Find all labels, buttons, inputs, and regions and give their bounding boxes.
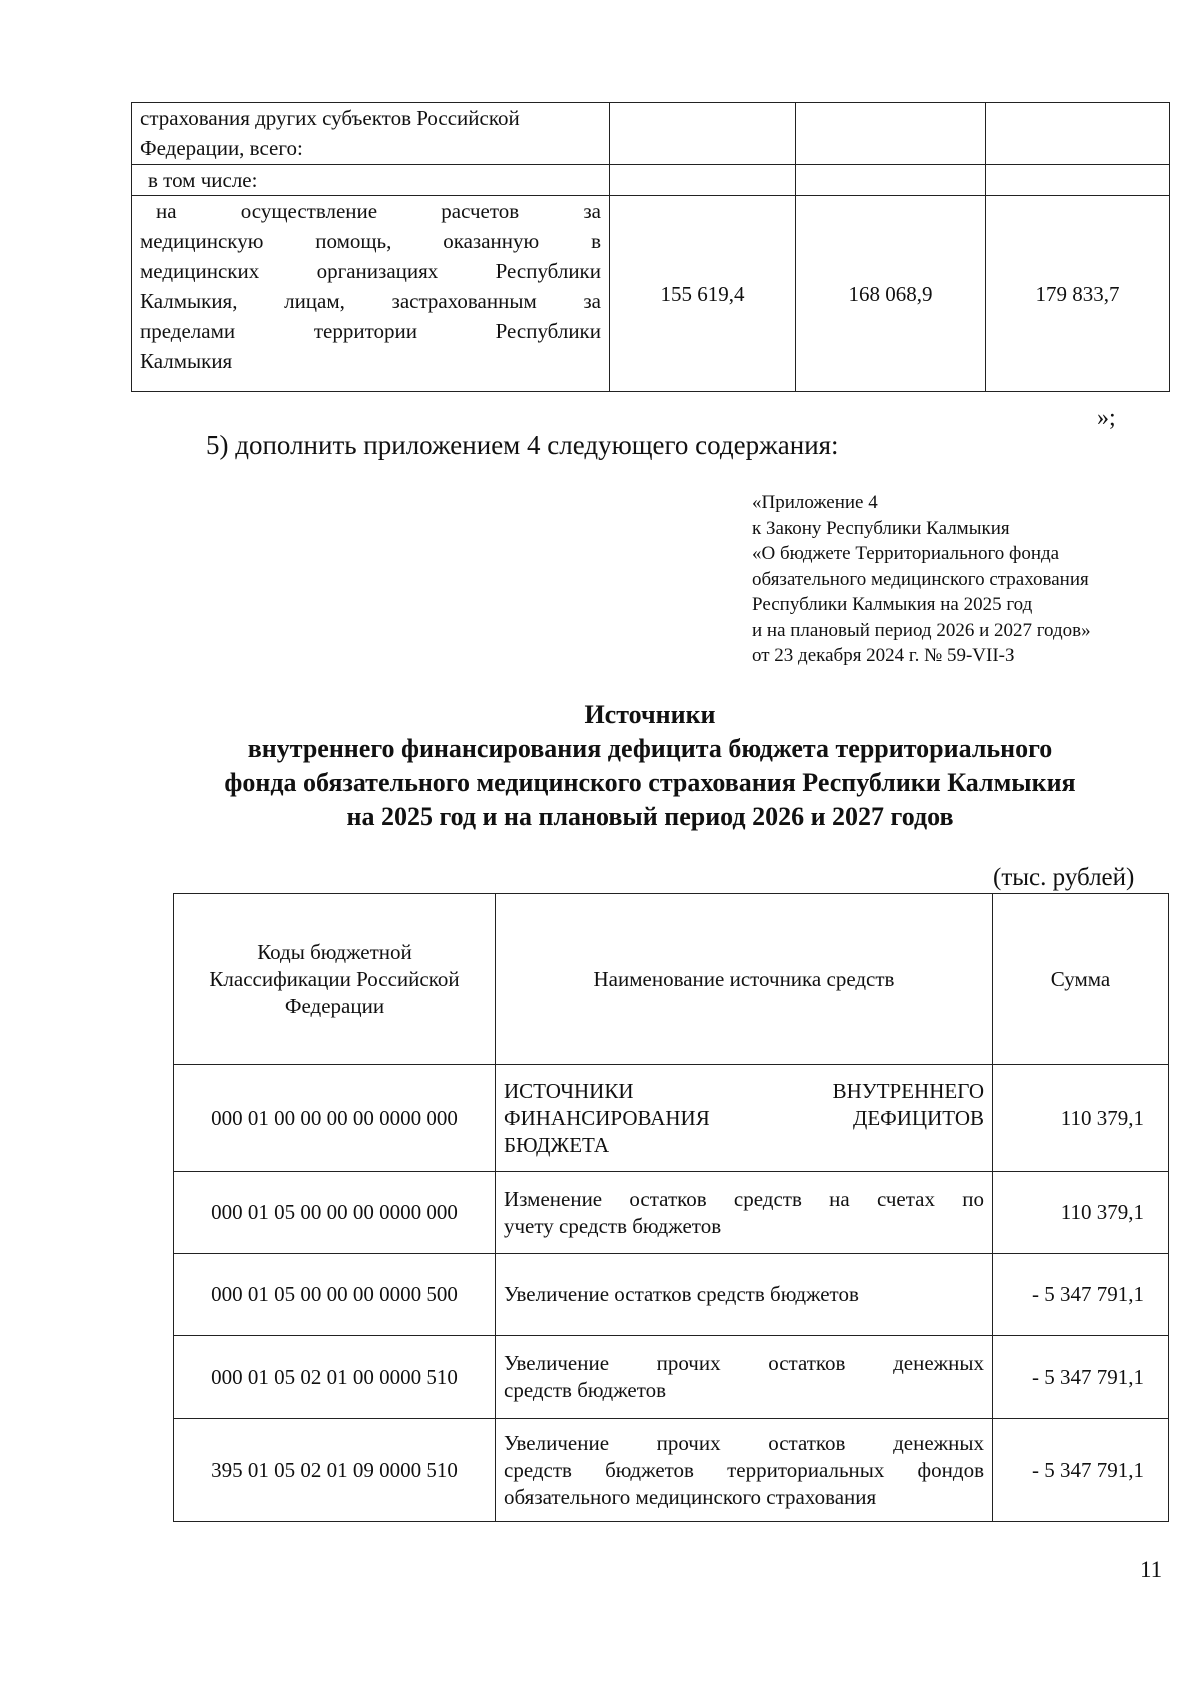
text-line: на осуществление расчетов за (156, 199, 601, 223)
amendment-paragraph: 5) дополнить приложением 4 следующего содержания: (206, 430, 839, 460)
name-line: обязательного медицинского страхования (504, 1484, 877, 1509)
name-line: БЮДЖЕТА (504, 1132, 609, 1157)
amount: 110 379,1 (993, 1172, 1169, 1254)
amount: - 5 347 791,1 (993, 1254, 1169, 1336)
appendix-line: «О бюджете Территориального фонда (752, 543, 1060, 564)
source-name (496, 1254, 993, 1336)
name-line: средств бюджетов территориальных фондов (504, 1457, 984, 1482)
header-line: Классификации Российской (209, 966, 460, 991)
budget-code: 000 01 05 00 00 00 0000 500 (174, 1254, 496, 1336)
name-line: средств бюджетов (504, 1378, 667, 1402)
value-2026: 168 068,9 (796, 196, 986, 392)
page-number: 11 (1140, 1557, 1163, 1582)
budget-code: 395 01 05 02 01 09 0000 510 (174, 1419, 496, 1522)
table-row (174, 1254, 1169, 1336)
table-row (174, 1065, 1169, 1172)
text-line: страхования других субъектов Российской (140, 106, 520, 130)
table-row (174, 1336, 1169, 1419)
empty-cell (796, 103, 986, 165)
name-line: Увеличение прочих остатков денежных (504, 1351, 984, 1375)
appendix-line: к Закону Республики Калмыкия (752, 517, 1010, 539)
budget-code: 000 01 05 02 01 00 0000 510 (174, 1336, 496, 1419)
empty-cell (610, 165, 796, 196)
name-line: ФИНАНСИРОВАНИЯ ДЕФИЦИТОВ (504, 1105, 984, 1130)
table-row (132, 103, 1170, 165)
empty-cell (986, 103, 1170, 165)
header-name: Наименование источника средств (496, 894, 993, 1065)
text-line: медицинскую помощь, оказанную в (140, 229, 601, 253)
row-label (132, 196, 610, 392)
source-name (496, 1336, 993, 1419)
row-label: в том числе: (132, 165, 610, 196)
title-line: фонда обязательного медицинского страхования Республики Калмыкия (224, 768, 1076, 797)
header-code (174, 894, 496, 1065)
text-line: Калмыкия, лицам, застрахованным за (140, 289, 601, 313)
budget-code: 000 01 05 00 00 00 0000 000 (174, 1172, 496, 1254)
row-label (132, 103, 610, 165)
value-2025: 155 619,4 (610, 196, 796, 392)
value-2027: 179 833,7 (986, 196, 1170, 392)
appendix-header (752, 490, 1091, 669)
source-name (496, 1172, 993, 1254)
table-row (132, 165, 1170, 196)
name-line: Увеличение остатков средств бюджетов (504, 1282, 859, 1306)
table-row (174, 1172, 1169, 1254)
source-name (496, 1065, 993, 1172)
sources-table (173, 893, 1169, 1522)
empty-cell (986, 165, 1170, 196)
appendix-line: от 23 декабря 2024 г. № 59-VII-З (752, 645, 1015, 666)
header-sum: Сумма (993, 894, 1169, 1065)
name-line: ИСТОЧНИКИ ВНУТРЕННЕГО (504, 1078, 984, 1103)
text-line: Федерации, всего: (140, 136, 303, 160)
source-name (496, 1419, 993, 1522)
amount: 110 379,1 (993, 1065, 1169, 1172)
name-line: учету средств бюджетов (504, 1213, 722, 1238)
closing-quote: »; (1097, 405, 1116, 431)
text-line: медицинских организациях Республики (140, 259, 601, 283)
table-row (174, 1419, 1169, 1522)
document-title (130, 698, 1170, 834)
text-line: пределами территории Республики (140, 319, 601, 343)
appendix-line: «Приложение 4 (752, 492, 878, 513)
table-row (132, 196, 1170, 392)
empty-cell (796, 165, 986, 196)
title-line: Источники (584, 700, 716, 729)
title-line: на 2025 год и на плановый период 2026 и 2027 годов (346, 802, 954, 831)
appendix-line: и на плановый период 2026 и 2027 годов» (752, 619, 1091, 641)
header-line: Коды бюджетной (257, 939, 412, 964)
name-line: Увеличение прочих остатков денежных (504, 1430, 984, 1455)
empty-cell (610, 103, 796, 165)
appendix-line: Республики Калмыкия на 2025 год (752, 594, 1033, 615)
appendix-line: обязательного медицинского страхования (752, 568, 1089, 590)
table-header-row (174, 894, 1169, 1065)
amount: - 5 347 791,1 (993, 1419, 1169, 1522)
text-line: Калмыкия (140, 349, 233, 373)
units-label: (тыс. рублей) (993, 864, 1135, 891)
continuation-table (131, 102, 1170, 392)
budget-code: 000 01 00 00 00 00 0000 000 (174, 1065, 496, 1172)
name-line: Изменение остатков средств на счетах по (504, 1186, 984, 1211)
amount: - 5 347 791,1 (993, 1336, 1169, 1419)
header-line: Федерации (284, 993, 385, 1018)
title-line: внутреннего финансирования дефицита бюджета территориального (247, 734, 1053, 763)
